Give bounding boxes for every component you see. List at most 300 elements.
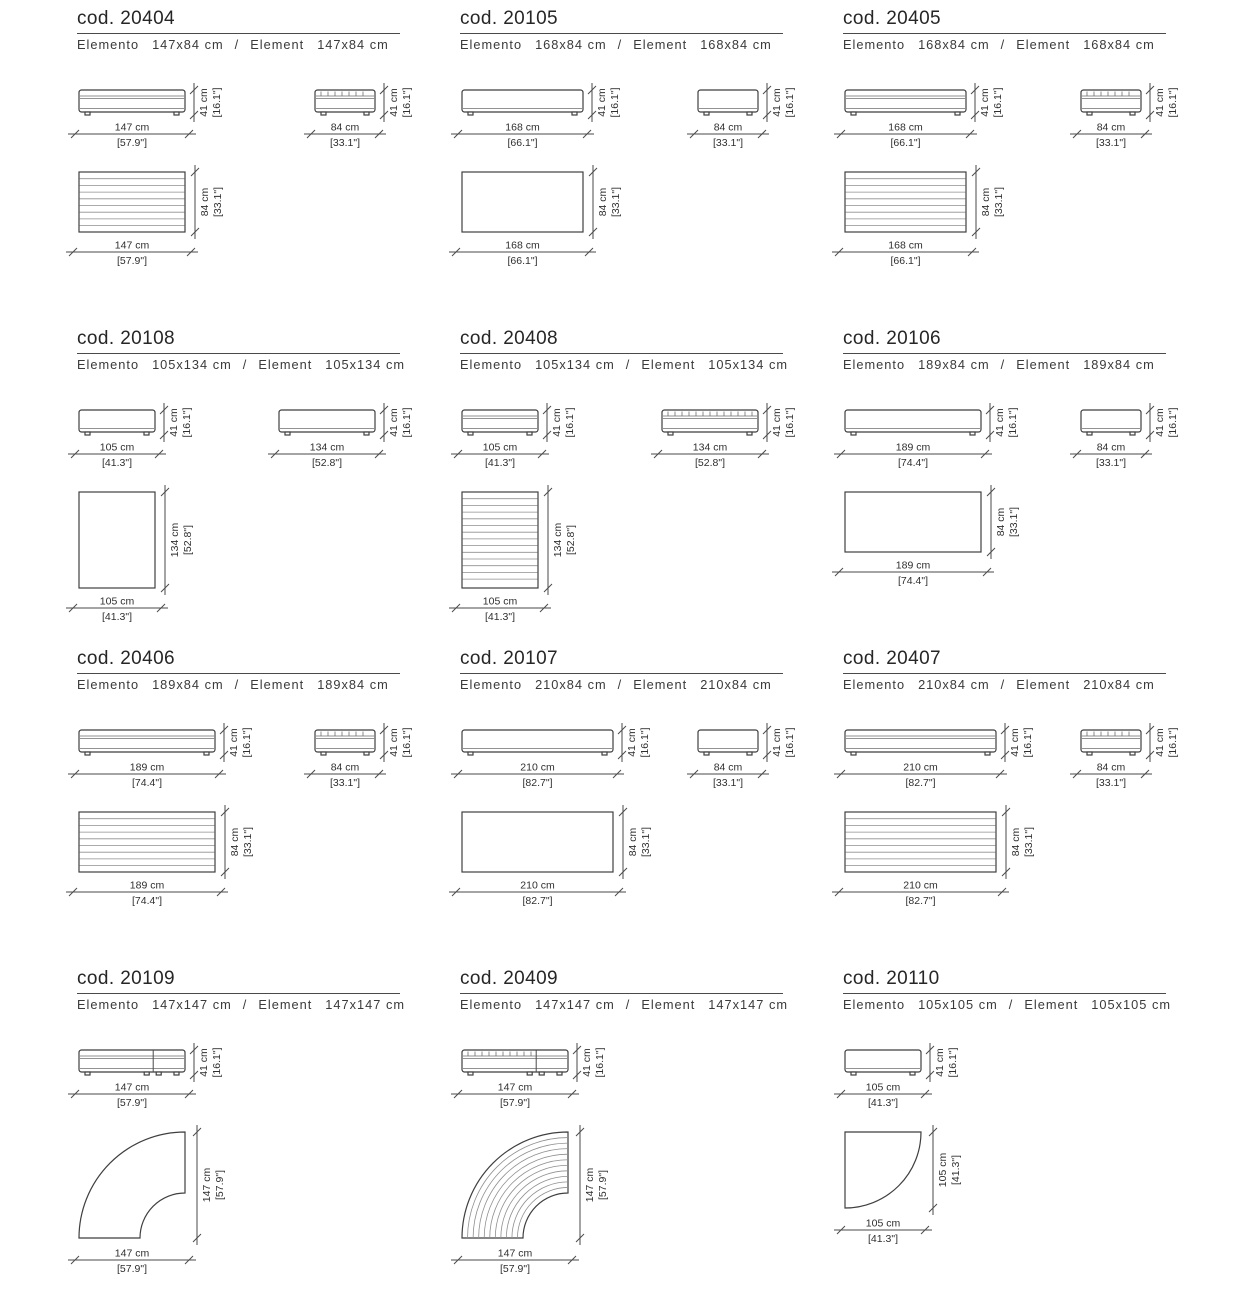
dim-label-in: [16.1"] [1022,727,1034,758]
bench-foot [1087,432,1092,435]
dim-label-in: [33.1"] [993,187,1005,217]
top-width-dimension [832,880,1009,908]
dim-label-cm: 168 cm [888,121,923,134]
top-width-dimension [832,240,979,268]
top-depth-dimension [589,165,622,239]
cell-code: cod. 20109 [77,968,176,989]
bench-foot [321,752,326,755]
header-rule [843,353,1166,354]
dim-label-in: [16.1"] [1167,87,1179,118]
dim-label-in: [16.1"] [947,1047,959,1078]
front-view-b [1070,723,1179,789]
header-rule [843,993,1166,994]
front-a-height-dimension [986,403,1019,442]
dim-label-cm: 84 cm [1010,827,1022,857]
subtitle-size-en: 105x134 cm [325,357,406,372]
top-view [449,805,652,907]
front-bench-a [79,410,155,435]
spec-cell [460,648,800,952]
subtitle-separator: / [234,677,240,692]
dimension-drawing [77,60,413,312]
front-bench-a [462,1050,568,1075]
cell-code: cod. 20107 [460,648,559,669]
dim-label-cm: 84 cm [199,187,211,217]
cell-code: cod. 20408 [460,328,559,349]
subtitle-size-it: 147x84 cm [152,37,224,52]
dim-label-cm: 41 cm [979,88,991,117]
front-a-width-dimension [834,122,977,150]
dim-label-in: [33.1"] [1008,507,1020,537]
dim-label-cm: 41 cm [388,88,400,117]
dim-label-cm: 147 cm [114,1081,150,1094]
bench-foot [468,432,473,435]
dim-label-cm: 210 cm [520,879,555,892]
top-width-dimension [832,560,994,588]
top-depth-dimension [161,485,194,595]
subtitle-label-en: Element [641,997,696,1012]
subtitle-size-en: 189x84 cm [1083,357,1155,372]
bench-foot [955,112,960,115]
top-view-outline [79,492,155,588]
dim-label-in: [16.1"] [609,87,621,118]
subtitle-size-en: 105x105 cm [1091,997,1172,1012]
bench-foot [156,1072,161,1075]
dim-label-cm: 147 cm [584,1167,596,1203]
dim-label-in: [16.1"] [1167,727,1179,758]
top-view [834,1125,962,1245]
dimension-drawing [460,700,796,952]
subtitle-separator: / [625,997,631,1012]
dim-label-cm: 210 cm [903,879,938,892]
front-bench-b [698,90,758,115]
dim-label-cm: 210 cm [520,761,555,774]
bench-foot [1087,112,1092,115]
dimension-drawing [843,380,1179,632]
front-bench-a [79,730,215,755]
front-b-width-dimension [1070,762,1152,790]
bench-foot [85,432,90,435]
bench-foot [1130,112,1135,115]
bench-foot [321,112,326,115]
top-width-dimension [66,596,168,624]
dim-label-in: [74.4"] [898,575,928,587]
dim-label-cm: 41 cm [388,408,400,437]
top-view-outline [79,1132,185,1238]
subtitle-label-it: Elemento [843,357,906,372]
subtitle-separator: / [234,37,240,52]
subtitle-label-en: Element [633,37,688,52]
front-b-height-dimension [763,723,796,762]
cell-code: cod. 20105 [460,8,559,29]
front-bench-a [462,90,583,115]
dim-label-cm: 105 cm [99,441,135,454]
top-depth-dimension [972,165,1005,239]
cell-subtitle [460,997,800,1012]
front-view-a [451,723,651,789]
subtitle-size-it: 189x84 cm [918,357,990,372]
front-view-b [1070,83,1179,149]
front-a-height-dimension [971,83,1004,122]
dimension-drawing [77,380,413,632]
dim-label-cm: 84 cm [980,187,992,217]
subtitle-size-en: 105x134 cm [708,357,789,372]
front-view-a [834,83,1004,149]
subtitle-size-it: 105x134 cm [152,357,232,372]
front-bench-a [845,730,996,755]
front-b-height-dimension [1146,723,1179,762]
front-b-width-dimension [304,762,386,790]
dim-label-cm: 41 cm [1154,728,1166,757]
front-bench-a [845,410,981,435]
dim-label-in: [33.1"] [640,827,652,857]
front-view-a [68,83,223,149]
subtitle-label-it: Elemento [460,357,523,372]
header-rule [460,33,783,34]
bench-foot [747,752,752,755]
subtitle-size-en: 147x147 cm [708,997,789,1012]
subtitle-separator: / [1008,997,1014,1012]
dim-label-cm: 41 cm [934,1048,946,1077]
dim-label-in: [57.9"] [500,1263,530,1275]
spec-cell [460,328,800,632]
header-rule [77,33,400,34]
top-width-dimension [449,240,596,268]
bench-foot [851,432,856,435]
subtitle-label-en: Element [250,677,305,692]
front-b-height-dimension [1146,403,1179,442]
dim-label-cm: 147 cm [114,1247,150,1260]
subtitle-label-it: Elemento [460,37,523,52]
top-view-outline [462,1132,568,1238]
bench-foot [85,112,90,115]
subtitle-size-it: 168x84 cm [918,37,990,52]
bench-foot [468,1072,473,1075]
dim-label-in: [16.1"] [181,407,193,438]
header-rule [77,353,400,354]
front-a-height-dimension [618,723,651,762]
subtitle-size-en: 147x84 cm [317,37,389,52]
dim-label-in: [57.9"] [500,1097,530,1109]
subtitle-label-en: Element [641,357,696,372]
bench-foot [364,752,369,755]
subtitle-label-en: Element [1016,357,1071,372]
dim-label-in: [33.1"] [713,777,743,789]
dim-label-cm: 147 cm [201,1167,213,1203]
front-b-height-dimension [1146,83,1179,122]
bench-foot [85,1072,90,1075]
top-depth-dimension [191,165,224,239]
subtitle-separator: / [617,37,623,52]
dim-label-in: [16.1"] [784,87,796,118]
front-a-width-dimension [451,442,549,470]
subtitle-size-en: 210x84 cm [1083,677,1155,692]
dim-label-cm: 41 cm [626,728,638,757]
front-b-height-dimension [763,403,796,442]
front-view-a [834,1043,959,1109]
subtitle-label-en: Element [1024,997,1079,1012]
subtitle-label-en: Element [633,677,688,692]
dim-label-cm: 84 cm [1096,121,1126,134]
front-view-a [68,723,253,789]
dim-label-in: [41.3"] [950,1155,962,1185]
bench-foot [851,112,856,115]
front-b-height-dimension [763,83,796,122]
dim-label-cm: 147 cm [497,1081,533,1094]
dim-label-in: [66.1"] [507,255,538,267]
front-a-height-dimension [160,403,193,442]
top-depth-dimension [544,485,577,595]
dim-label-in: [33.1"] [713,137,743,149]
dim-label-in: [82.7"] [905,895,936,907]
dim-label-in: [33.1"] [1096,457,1126,469]
subtitle-label-it: Elemento [843,997,906,1012]
subtitle-size-it: 189x84 cm [152,677,224,692]
front-a-width-dimension [834,762,1007,790]
bench-foot [144,1072,149,1075]
front-bench-a [79,1050,185,1075]
dim-label-in: [66.1"] [507,137,538,149]
spec-cell [77,328,417,632]
bench-foot [285,432,290,435]
bench-foot [527,432,532,435]
front-a-width-dimension [451,762,624,790]
front-view-a [68,1043,223,1109]
dim-label-in: [52.8"] [182,525,194,555]
top-width-dimension [449,880,626,908]
bench-foot [1087,752,1092,755]
header-rule [77,673,400,674]
front-view-b [268,403,413,469]
cell-code: cod. 20110 [843,968,940,989]
dim-label-in: [16.1"] [784,727,796,758]
front-b-height-dimension [380,723,413,762]
front-a-width-dimension [68,442,166,470]
dim-label-in: [57.9"] [597,1170,609,1200]
bench-foot [1130,752,1135,755]
subtitle-label-it: Elemento [460,997,523,1012]
dim-label-in: [41.3"] [102,457,132,469]
cell-code: cod. 20108 [77,328,176,349]
subtitle-label-it: Elemento [77,37,140,52]
top-width-dimension [68,1248,196,1276]
spec-cell [77,968,417,1301]
front-view-b [304,83,413,149]
cell-code: cod. 20406 [77,648,176,669]
cell-subtitle [843,357,1183,372]
subtitle-size-en: 168x84 cm [1083,37,1155,52]
bench-foot [910,1072,915,1075]
cell-subtitle [77,357,417,372]
dim-label-cm: 189 cm [895,441,931,454]
top-view-outline [462,172,583,232]
front-b-width-dimension [687,762,769,790]
front-bench-b [1081,730,1141,755]
dim-label-in: [57.9"] [117,137,147,149]
front-a-height-dimension [190,1043,223,1082]
subtitle-separator: / [1000,357,1006,372]
cell-subtitle [843,37,1183,52]
cell-subtitle [77,37,417,52]
subtitle-size-it: 105x105 cm [918,997,998,1012]
dim-label-cm: 105 cm [865,1081,901,1094]
subtitle-label-en: Element [1016,37,1071,52]
front-b-width-dimension [1070,122,1152,150]
bench-foot [144,432,149,435]
top-view [68,1125,226,1275]
dim-label-in: [33.1"] [1023,827,1035,857]
front-a-width-dimension [451,122,594,150]
front-b-height-dimension [380,83,413,122]
dim-label-in: [66.1"] [890,137,921,149]
spec-cell [460,968,800,1301]
dimension-drawing [460,380,796,632]
front-view-a [834,723,1034,789]
top-view [66,485,194,623]
front-view-a [451,1043,606,1109]
top-width-dimension [66,880,228,908]
bench-foot [364,432,369,435]
top-depth-dimension [619,805,652,879]
dim-label-cm: 41 cm [771,88,783,117]
front-bench-b [1081,90,1141,115]
bench-foot [747,432,752,435]
front-b-width-dimension [1070,442,1152,470]
cell-subtitle [843,997,1183,1012]
top-view-outline [845,172,966,232]
cell-code: cod. 20404 [77,8,176,29]
dim-label-in: [66.1"] [890,255,921,267]
front-bench-b [315,90,375,115]
front-view-a [834,403,1019,469]
dim-label-in: [16.1"] [211,87,223,118]
front-bench-b [279,410,375,435]
cell-code: cod. 20106 [843,328,942,349]
dim-label-in: [74.4"] [132,895,162,907]
dim-label-in: [16.1"] [401,407,413,438]
dim-label-in: [82.7"] [522,777,553,789]
bench-foot [668,432,673,435]
top-view-outline [845,812,996,872]
dim-label-cm: 147 cm [114,239,150,252]
dim-label-cm: 41 cm [551,408,563,437]
front-b-width-dimension [651,442,769,470]
dim-label-cm: 84 cm [713,121,743,134]
front-a-width-dimension [451,1082,579,1110]
header-rule [460,353,783,354]
subtitle-separator: / [1000,37,1006,52]
bench-foot [572,112,577,115]
dim-label-in: [74.4"] [898,457,928,469]
front-a-width-dimension [834,442,992,470]
top-view-outline [462,812,613,872]
cell-subtitle [460,357,800,372]
subtitle-label-en: Element [258,997,313,1012]
subtitle-label-it: Elemento [460,677,523,692]
cell-subtitle [77,677,417,692]
dim-label-in: [33.1"] [1096,137,1126,149]
top-depth-dimension [1002,805,1035,879]
header-rule [843,673,1166,674]
dim-label-cm: 168 cm [505,121,540,134]
cell-subtitle [77,997,417,1012]
bench-foot [970,432,975,435]
spec-cell [843,968,1183,1301]
front-b-width-dimension [304,122,386,150]
dim-label-cm: 147 cm [497,1247,533,1260]
dim-label-cm: 41 cm [771,728,783,757]
dim-label-cm: 41 cm [1009,728,1021,757]
dim-label-in: [41.3"] [485,611,515,623]
bench-foot [204,752,209,755]
header-rule [77,993,400,994]
dim-label-cm: 84 cm [330,761,360,774]
dim-label-cm: 41 cm [198,1048,210,1077]
header-rule [460,673,783,674]
subtitle-size-en: 189x84 cm [317,677,389,692]
dim-label-cm: 84 cm [713,761,743,774]
spec-cell [460,8,800,312]
top-depth-dimension [221,805,254,879]
top-width-dimension [451,1248,579,1276]
front-bench-b [1081,410,1141,435]
top-view-outline [845,492,981,552]
front-a-height-dimension [573,1043,606,1082]
dim-label-in: [16.1"] [241,727,253,758]
front-b-width-dimension [687,122,769,150]
dim-label-in: [74.4"] [132,777,162,789]
front-a-height-dimension [543,403,576,442]
dimension-drawing [77,1020,413,1301]
spec-cell [843,8,1183,312]
dimension-drawing [460,1020,796,1301]
dim-label-cm: 84 cm [1096,441,1126,454]
dim-label-cm: 105 cm [482,441,518,454]
dim-label-in: [33.1"] [610,187,622,217]
dim-label-cm: 134 cm [552,522,564,558]
dim-label-cm: 147 cm [114,121,150,134]
top-view-outline [462,492,538,588]
front-view-a [68,403,193,469]
top-view [449,165,622,267]
front-view-b [304,723,413,789]
dim-label-in: [33.1"] [1096,777,1126,789]
dim-label-in: [33.1"] [330,777,360,789]
dim-label-in: [52.8"] [695,457,725,469]
dim-label-cm: 41 cm [228,728,240,757]
dim-label-cm: 105 cm [937,1152,949,1188]
front-b-width-dimension [268,442,386,470]
dim-label-cm: 134 cm [169,522,181,558]
front-a-width-dimension [834,1082,932,1110]
bench-foot [468,112,473,115]
subtitle-label-it: Elemento [77,997,140,1012]
dim-label-in: [33.1"] [212,187,224,217]
subtitle-size-it: 147x147 cm [152,997,232,1012]
dim-label-cm: 105 cm [865,1217,901,1230]
dim-label-cm: 41 cm [198,88,210,117]
subtitle-separator: / [625,357,631,372]
dim-label-in: [41.3"] [485,457,515,469]
subtitle-label-en: Element [250,37,305,52]
subtitle-separator: / [242,997,248,1012]
subtitle-size-it: 147x147 cm [535,997,615,1012]
bench-foot [364,112,369,115]
header-rule [460,993,783,994]
subtitle-size-en: 210x84 cm [700,677,772,692]
subtitle-separator: / [617,677,623,692]
dim-label-in: [52.8"] [312,457,342,469]
dim-label-cm: 41 cm [771,408,783,437]
